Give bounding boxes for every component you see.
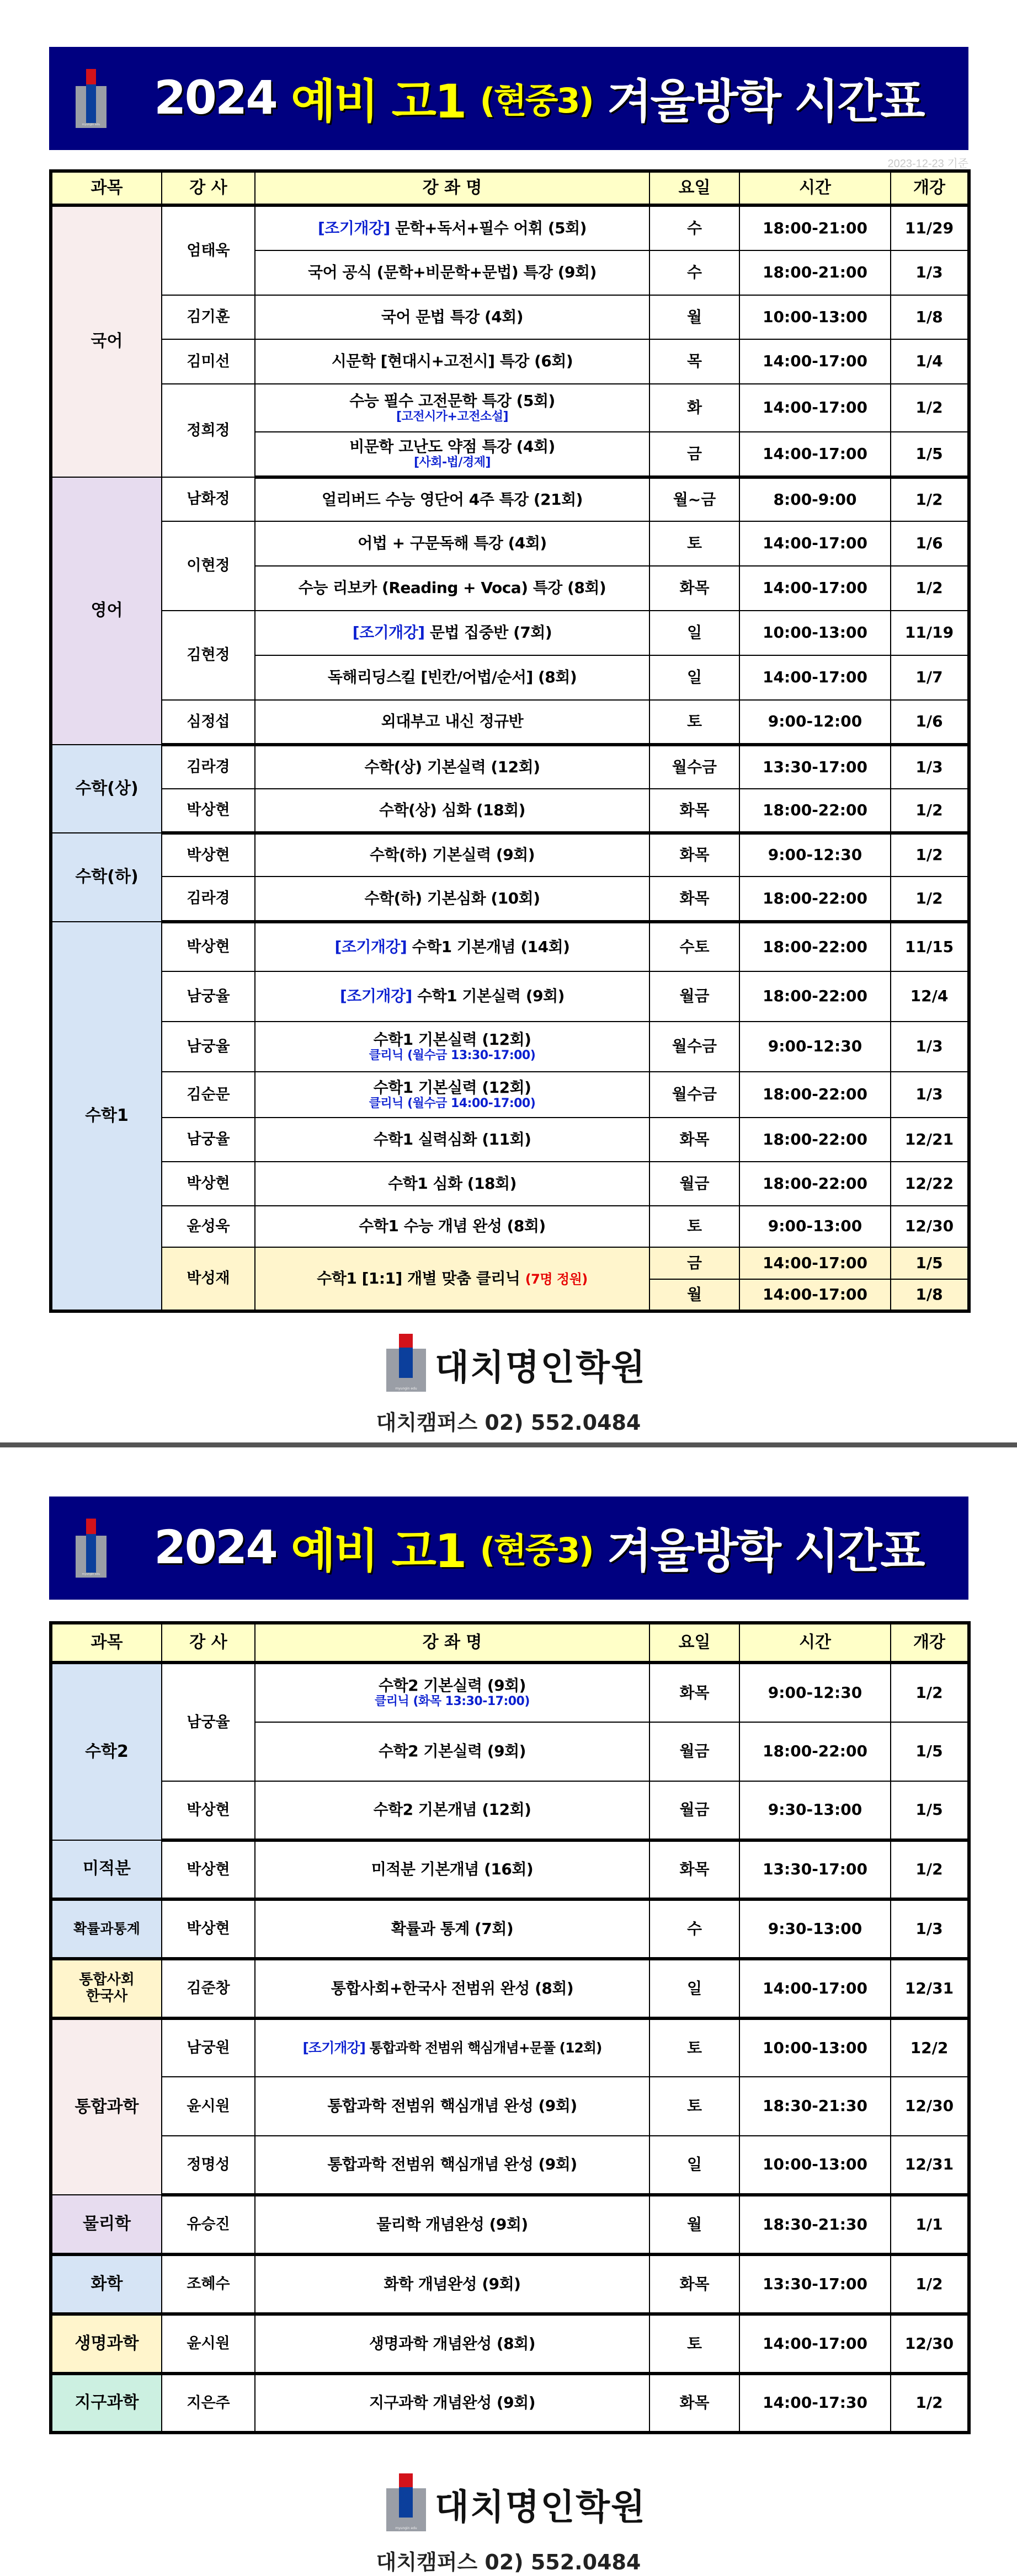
day-cell: 월 xyxy=(649,2195,739,2254)
start-cell: 12/22 xyxy=(891,1162,969,1206)
day-cell: 화목 xyxy=(649,566,739,611)
header-start: 개강 xyxy=(891,1623,969,1663)
title-year: 2024 xyxy=(154,1520,276,1574)
table-row xyxy=(51,1663,969,1722)
start-cell: 1/8 xyxy=(891,295,969,339)
title-banner-2 xyxy=(49,1497,968,1600)
page-title xyxy=(154,1509,924,1586)
start-cell: 1/6 xyxy=(891,521,969,566)
course-cell: 얼리버드 수능 영단어 4주 특강 (21회) xyxy=(255,477,649,521)
subject-physics: 물리학 xyxy=(51,2195,162,2254)
course-cell: 비문학 고난도 약점 특강 (4회) [사회-법/경제] xyxy=(255,432,649,477)
day-cell: 화목 xyxy=(649,2254,739,2314)
teacher-cell: 남궁율 xyxy=(162,1663,255,1781)
table-row xyxy=(51,2018,969,2077)
table-row xyxy=(51,205,969,250)
title-sub: (현중3) xyxy=(480,80,593,121)
header-course: 강 좌 명 xyxy=(255,171,649,205)
course-cell: 수학(하) 기본심화 (10회) xyxy=(255,877,649,922)
course-cell: 수학(상) 기본실력 (12회) xyxy=(255,745,649,789)
course-cell: [조기개강] 수학1 기본개념 (14회) xyxy=(255,922,649,971)
teacher-cell: 윤성욱 xyxy=(162,1206,255,1247)
header-time: 시간 xyxy=(739,1623,891,1663)
table-row xyxy=(51,1118,969,1162)
course-cell: 수학1 기본실력 (12회) 클리닉 (월수금 14:00-17:00) xyxy=(255,1072,649,1118)
time-cell: 14:00-17:00 xyxy=(739,1247,891,1279)
course-cell: [조기개강] 통합과학 전범위 핵심개념+문풀 (12회) xyxy=(255,2018,649,2077)
time-cell: 18:00-22:00 xyxy=(739,922,891,971)
start-cell: 1/2 xyxy=(891,566,969,611)
campus-phone: 대치캠퍼스 02) 552.0484 xyxy=(376,2550,641,2574)
time-cell: 18:00-22:00 xyxy=(739,971,891,1022)
day-cell: 화 xyxy=(649,384,739,432)
start-cell: 1/5 xyxy=(891,1722,969,1781)
teacher-cell: 남화정 xyxy=(162,477,255,521)
day-cell: 월금 xyxy=(649,1722,739,1781)
course-cell: 미적분 기본개념 (16회) xyxy=(255,1840,649,1899)
day-cell: 수 xyxy=(649,250,739,295)
time-cell: 10:00-13:00 xyxy=(739,295,891,339)
course-cell: [조기개강] 문법 집중반 (7회) xyxy=(255,611,649,655)
teacher-cell: 남궁율 xyxy=(162,1022,255,1072)
course-note: [고전시가+고전소설] xyxy=(396,409,509,424)
day-cell: 화목 xyxy=(649,877,739,922)
header-teacher: 강 사 xyxy=(162,171,255,205)
start-cell: 12/21 xyxy=(891,1118,969,1162)
time-cell: 14:00-17:00 xyxy=(739,1279,891,1311)
course-cell: 국어 공식 (문학+비문학+문법) 특강 (9회) xyxy=(255,250,649,295)
time-cell: 14:00-17:00 xyxy=(739,655,891,700)
time-cell: 18:00-22:00 xyxy=(739,1722,891,1781)
course-cell: 수학1 [1:1] 개별 맞춤 클리닉 (7명 정원) xyxy=(255,1247,649,1311)
subject-social-history: 통합사회 한국사 xyxy=(51,1959,162,2018)
start-cell: 1/2 xyxy=(891,477,969,521)
time-cell: 10:00-13:00 xyxy=(739,2018,891,2077)
subject-math2: 수학2 xyxy=(51,1663,162,1840)
course-cell: 수학1 심화 (18회) xyxy=(255,1162,649,1206)
time-cell: 14:00-17:00 xyxy=(739,1959,891,2018)
teacher-cell: 조혜수 xyxy=(162,2254,255,2314)
start-cell: 1/2 xyxy=(891,877,969,922)
section-divider xyxy=(0,1442,1017,1447)
time-cell: 18:00-21:00 xyxy=(739,205,891,250)
course-cell: 물리학 개념완성 (9회) xyxy=(255,2195,649,2254)
time-cell: 8:00-9:00 xyxy=(739,477,891,521)
as-of-date: 2023-12-23 기준 xyxy=(887,158,968,170)
time-cell: 18:00-22:00 xyxy=(739,789,891,833)
start-cell: 1/3 xyxy=(891,745,969,789)
early-open-tag: [조기개강] xyxy=(340,987,412,1006)
course-cell: 국어 문법 특강 (4회) xyxy=(255,295,649,339)
teacher-cell: 김현정 xyxy=(162,611,255,700)
start-cell: 1/7 xyxy=(891,655,969,700)
time-cell: 18:00-22:00 xyxy=(739,1072,891,1118)
start-cell: 12/4 xyxy=(891,971,969,1022)
start-cell: 1/6 xyxy=(891,700,969,745)
header-subject: 과목 xyxy=(51,171,162,205)
time-cell: 13:30-17:00 xyxy=(739,2254,891,2314)
time-cell: 18:30-21:30 xyxy=(739,2077,891,2136)
day-cell: 일 xyxy=(649,655,739,700)
table-row xyxy=(51,2195,969,2254)
day-cell: 토 xyxy=(649,700,739,745)
start-cell: 1/3 xyxy=(891,1899,969,1959)
start-cell: 12/30 xyxy=(891,1206,969,1247)
course-cell: 수학1 기본실력 (12회) 클리닉 (월수금 13:30-17:00) xyxy=(255,1022,649,1072)
teacher-cell: 윤시원 xyxy=(162,2314,255,2374)
teacher-cell: 김기훈 xyxy=(162,295,255,339)
subject-biology: 생명과학 xyxy=(51,2314,162,2374)
day-cell: 월~금 xyxy=(649,477,739,521)
day-cell: 토 xyxy=(649,2077,739,2136)
teacher-cell: 박상현 xyxy=(162,922,255,971)
start-cell: 1/1 xyxy=(891,2195,969,2254)
teacher-cell: 박성재 xyxy=(162,1247,255,1311)
day-cell: 일 xyxy=(649,2136,739,2195)
time-cell: 9:30-13:00 xyxy=(739,1781,891,1840)
capacity-note: (7명 정원) xyxy=(525,1271,588,1287)
table-row xyxy=(51,339,969,384)
academy-logo-icon: myungin edu xyxy=(386,2473,426,2531)
day-cell: 수 xyxy=(649,1899,739,1959)
time-cell: 14:00-17:00 xyxy=(739,432,891,477)
course-cell: 통합과학 전범위 핵심개념 완성 (9회) xyxy=(255,2136,649,2195)
day-cell: 월 xyxy=(649,295,739,339)
time-cell: 14:00-17:00 xyxy=(739,339,891,384)
day-cell: 월수금 xyxy=(649,1022,739,1072)
time-cell: 14:00-17:00 xyxy=(739,384,891,432)
teacher-cell: 김라경 xyxy=(162,877,255,922)
day-cell: 월수금 xyxy=(649,1072,739,1118)
course-cell: 수학2 기본개념 (12회) xyxy=(255,1781,649,1840)
start-cell: 1/2 xyxy=(891,2374,969,2433)
table-row xyxy=(51,2314,969,2374)
teacher-cell: 엄태욱 xyxy=(162,205,255,295)
course-cell: 시문학 [현대시+고전시] 특강 (6회) xyxy=(255,339,649,384)
start-cell: 11/19 xyxy=(891,611,969,655)
day-cell: 월 xyxy=(649,1279,739,1311)
early-open-tag: [조기개강] xyxy=(302,2039,365,2056)
table-row xyxy=(51,789,969,833)
time-cell: 14:00-17:30 xyxy=(739,2374,891,2433)
course-cell: 외대부고 내신 정규반 xyxy=(255,700,649,745)
subject-math-upper: 수학(상) xyxy=(51,745,162,833)
table-row xyxy=(51,1022,969,1072)
day-cell: 금 xyxy=(649,1247,739,1279)
start-cell: 1/5 xyxy=(891,432,969,477)
course-cell: 수능 리보카 (Reading + Voca) 특강 (8회) xyxy=(255,566,649,611)
time-cell: 10:00-13:00 xyxy=(739,2136,891,2195)
header-course: 강 좌 명 xyxy=(255,1623,649,1663)
day-cell: 토 xyxy=(649,2314,739,2374)
teacher-cell: 박상현 xyxy=(162,1899,255,1959)
start-cell: 1/3 xyxy=(891,1072,969,1118)
clinic-note: 클리닉 (화목 13:30-17:00) xyxy=(375,1695,530,1709)
page-title xyxy=(154,59,924,136)
academy-logo-icon: myungin edu xyxy=(386,1334,426,1392)
header-subject: 과목 xyxy=(51,1623,162,1663)
teacher-cell: 이현정 xyxy=(162,521,255,611)
academy-name: 대치명인학원 xyxy=(435,2487,646,2528)
teacher-cell: 지은주 xyxy=(162,2374,255,2433)
course-cell: [조기개강] 문학+독서+필수 어휘 (5회) xyxy=(255,205,649,250)
subject-math1: 수학1 xyxy=(51,922,162,1311)
table-row xyxy=(51,2077,969,2136)
table-row xyxy=(51,384,969,432)
course-cell: 수학(상) 심화 (18회) xyxy=(255,789,649,833)
table-header xyxy=(51,1623,969,1663)
time-cell: 18:30-21:30 xyxy=(739,2195,891,2254)
subject-probability: 확률과통계 xyxy=(51,1899,162,1959)
table-row xyxy=(51,700,969,745)
subject-integrated-science: 통합과학 xyxy=(51,2018,162,2195)
title-rest: 겨울방학 시간표 xyxy=(607,74,924,129)
table-row xyxy=(51,1959,969,2018)
start-cell: 12/2 xyxy=(891,2018,969,2077)
start-cell: 1/2 xyxy=(891,1840,969,1899)
time-cell: 18:00-22:00 xyxy=(739,1118,891,1162)
time-cell: 13:30-17:00 xyxy=(739,1840,891,1899)
day-cell: 일 xyxy=(649,611,739,655)
day-cell: 화목 xyxy=(649,2374,739,2433)
start-cell: 1/5 xyxy=(891,1247,969,1279)
course-cell: 확률과 통계 (7회) xyxy=(255,1899,649,1959)
subject-chemistry: 화학 xyxy=(51,2254,162,2314)
header-start: 개강 xyxy=(891,171,969,205)
day-cell: 토 xyxy=(649,521,739,566)
table-row xyxy=(51,1162,969,1206)
course-cell: 수학2 기본실력 (9회) 클리닉 (화목 13:30-17:00) xyxy=(255,1663,649,1722)
day-cell: 화목 xyxy=(649,1663,739,1722)
start-cell: 11/29 xyxy=(891,205,969,250)
start-cell: 1/2 xyxy=(891,789,969,833)
teacher-cell: 김미선 xyxy=(162,339,255,384)
early-open-tag: [조기개강] xyxy=(334,937,407,956)
start-cell: 1/5 xyxy=(891,1781,969,1840)
start-cell: 12/30 xyxy=(891,2077,969,2136)
day-cell: 목 xyxy=(649,339,739,384)
teacher-cell: 김순문 xyxy=(162,1072,255,1118)
table-row xyxy=(51,2374,969,2433)
subject-math-lower: 수학(하) xyxy=(51,833,162,922)
day-cell: 일 xyxy=(649,1959,739,2018)
day-cell: 토 xyxy=(649,2018,739,2077)
time-cell: 18:00-22:00 xyxy=(739,1162,891,1206)
teacher-cell: 박상현 xyxy=(162,789,255,833)
footer-2 xyxy=(0,2473,1017,2574)
time-cell: 18:00-21:00 xyxy=(739,250,891,295)
teacher-cell: 남궁율 xyxy=(162,1118,255,1162)
campus-phone: 대치캠퍼스 02) 552.0484 xyxy=(376,1410,641,1435)
day-cell: 화목 xyxy=(649,789,739,833)
time-cell: 9:00-12:00 xyxy=(739,700,891,745)
teacher-cell: 정명성 xyxy=(162,2136,255,2195)
teacher-cell: 윤시원 xyxy=(162,2077,255,2136)
academy-logo-icon: myungin edu xyxy=(76,69,107,128)
teacher-cell: 남궁원 xyxy=(162,2018,255,2077)
teacher-cell: 박상현 xyxy=(162,833,255,877)
title-banner xyxy=(49,47,968,150)
time-cell: 13:30-17:00 xyxy=(739,745,891,789)
course-cell: 생명과학 개념완성 (8회) xyxy=(255,2314,649,2374)
time-cell: 9:00-12:30 xyxy=(739,1022,891,1072)
table-row xyxy=(51,1899,969,1959)
course-cell: 수학1 수능 개념 완성 (8회) xyxy=(255,1206,649,1247)
header-teacher: 강 사 xyxy=(162,1623,255,1663)
start-cell: 1/8 xyxy=(891,1279,969,1311)
course-cell: 독해리딩스킬 [빈칸/어법/순서] (8회) xyxy=(255,655,649,700)
course-cell: 통합과학 전범위 핵심개념 완성 (9회) xyxy=(255,2077,649,2136)
table-row xyxy=(51,477,969,521)
table-row xyxy=(51,1781,969,1840)
day-cell: 수 xyxy=(649,205,739,250)
clinic-note: 클리닉 (월수금 14:00-17:00) xyxy=(369,1096,536,1110)
table-row xyxy=(51,521,969,566)
time-cell: 9:00-13:00 xyxy=(739,1206,891,1247)
day-cell: 토 xyxy=(649,1206,739,1247)
header-day: 요일 xyxy=(649,1623,739,1663)
start-cell: 1/3 xyxy=(891,1022,969,1072)
table-row xyxy=(51,971,969,1022)
day-cell: 월금 xyxy=(649,1162,739,1206)
early-open-tag: [조기개강] xyxy=(318,218,390,237)
day-cell: 화목 xyxy=(649,1840,739,1899)
time-cell: 14:00-17:00 xyxy=(739,2314,891,2374)
title-year: 2024 xyxy=(154,71,276,125)
start-cell: 12/30 xyxy=(891,2314,969,2374)
table-row xyxy=(51,922,969,971)
footer-1 xyxy=(0,1334,1017,1435)
early-open-tag: [조기개강] xyxy=(352,623,425,642)
subject-calculus: 미적분 xyxy=(51,1840,162,1899)
day-cell: 월금 xyxy=(649,971,739,1022)
academy-name: 대치명인학원 xyxy=(435,1348,646,1388)
title-grade: 예비 고1 xyxy=(291,1524,466,1578)
teacher-cell: 김준창 xyxy=(162,1959,255,2018)
teacher-cell: 박상현 xyxy=(162,1781,255,1840)
teacher-cell: 유승진 xyxy=(162,2195,255,2254)
start-cell: 1/2 xyxy=(891,833,969,877)
table-row xyxy=(51,1072,969,1118)
course-cell: 어법 + 구문독해 특강 (4회) xyxy=(255,521,649,566)
course-cell: 화학 개념완성 (9회) xyxy=(255,2254,649,2314)
table-row xyxy=(51,1840,969,1899)
time-cell: 14:00-17:00 xyxy=(739,566,891,611)
table-row xyxy=(51,611,969,655)
teacher-cell: 심정섭 xyxy=(162,700,255,745)
time-cell: 9:30-13:00 xyxy=(739,1899,891,1959)
course-cell: 수학(하) 기본실력 (9회) xyxy=(255,833,649,877)
teacher-cell: 김라경 xyxy=(162,745,255,789)
day-cell: 화목 xyxy=(649,833,739,877)
start-cell: 1/2 xyxy=(891,2254,969,2314)
title-sub: (현중3) xyxy=(480,1530,593,1570)
title-rest: 겨울방학 시간표 xyxy=(607,1524,924,1578)
start-cell: 1/2 xyxy=(891,1663,969,1722)
table-row-clinic xyxy=(51,1247,969,1279)
header-day: 요일 xyxy=(649,171,739,205)
course-cell: 수능 필수 고전문학 특강 (5회) [고전시가+고전소설] xyxy=(255,384,649,432)
teacher-cell: 박상현 xyxy=(162,1162,255,1206)
subject-english: 영어 xyxy=(51,477,162,745)
course-cell: 수학2 기본실력 (9회) xyxy=(255,1722,649,1781)
teacher-cell: 남궁율 xyxy=(162,971,255,1022)
table-row xyxy=(51,1206,969,1247)
table-row xyxy=(51,2254,969,2314)
day-cell: 화목 xyxy=(649,1118,739,1162)
time-cell: 10:00-13:00 xyxy=(739,611,891,655)
table-row xyxy=(51,745,969,789)
header-time: 시간 xyxy=(739,171,891,205)
clinic-note: 클리닉 (월수금 13:30-17:00) xyxy=(369,1048,536,1062)
start-cell: 1/4 xyxy=(891,339,969,384)
title-grade: 예비 고1 xyxy=(291,74,466,129)
table-row xyxy=(51,295,969,339)
academy-logo-icon: myungin edu xyxy=(76,1519,107,1578)
start-cell: 12/31 xyxy=(891,1959,969,2018)
subject-korean: 국어 xyxy=(51,205,162,477)
table-row xyxy=(51,833,969,877)
timetable-2 xyxy=(49,1621,971,2434)
table-header xyxy=(51,171,969,205)
table-row xyxy=(51,2136,969,2195)
course-cell: [조기개강] 수학1 기본실력 (9회) xyxy=(255,971,649,1022)
start-cell: 1/2 xyxy=(891,384,969,432)
start-cell: 11/15 xyxy=(891,922,969,971)
teacher-cell: 박상현 xyxy=(162,1840,255,1899)
start-cell: 1/3 xyxy=(891,250,969,295)
table-row xyxy=(51,877,969,922)
course-cell: 지구과학 개념완성 (9회) xyxy=(255,2374,649,2433)
start-cell: 12/31 xyxy=(891,2136,969,2195)
teacher-cell: 정희정 xyxy=(162,384,255,477)
timetable-1 xyxy=(49,169,971,1313)
day-cell: 금 xyxy=(649,432,739,477)
course-cell: 수학1 실력심화 (11회) xyxy=(255,1118,649,1162)
time-cell: 9:00-12:30 xyxy=(739,1663,891,1722)
time-cell: 14:00-17:00 xyxy=(739,521,891,566)
day-cell: 월금 xyxy=(649,1781,739,1840)
subject-earth-science: 지구과학 xyxy=(51,2374,162,2433)
course-cell: 통합사회+한국사 전범위 완성 (8회) xyxy=(255,1959,649,2018)
course-note: [사회-법/경제] xyxy=(413,456,491,470)
time-cell: 9:00-12:30 xyxy=(739,833,891,877)
time-cell: 18:00-22:00 xyxy=(739,877,891,922)
day-cell: 수토 xyxy=(649,922,739,971)
day-cell: 월수금 xyxy=(649,745,739,789)
